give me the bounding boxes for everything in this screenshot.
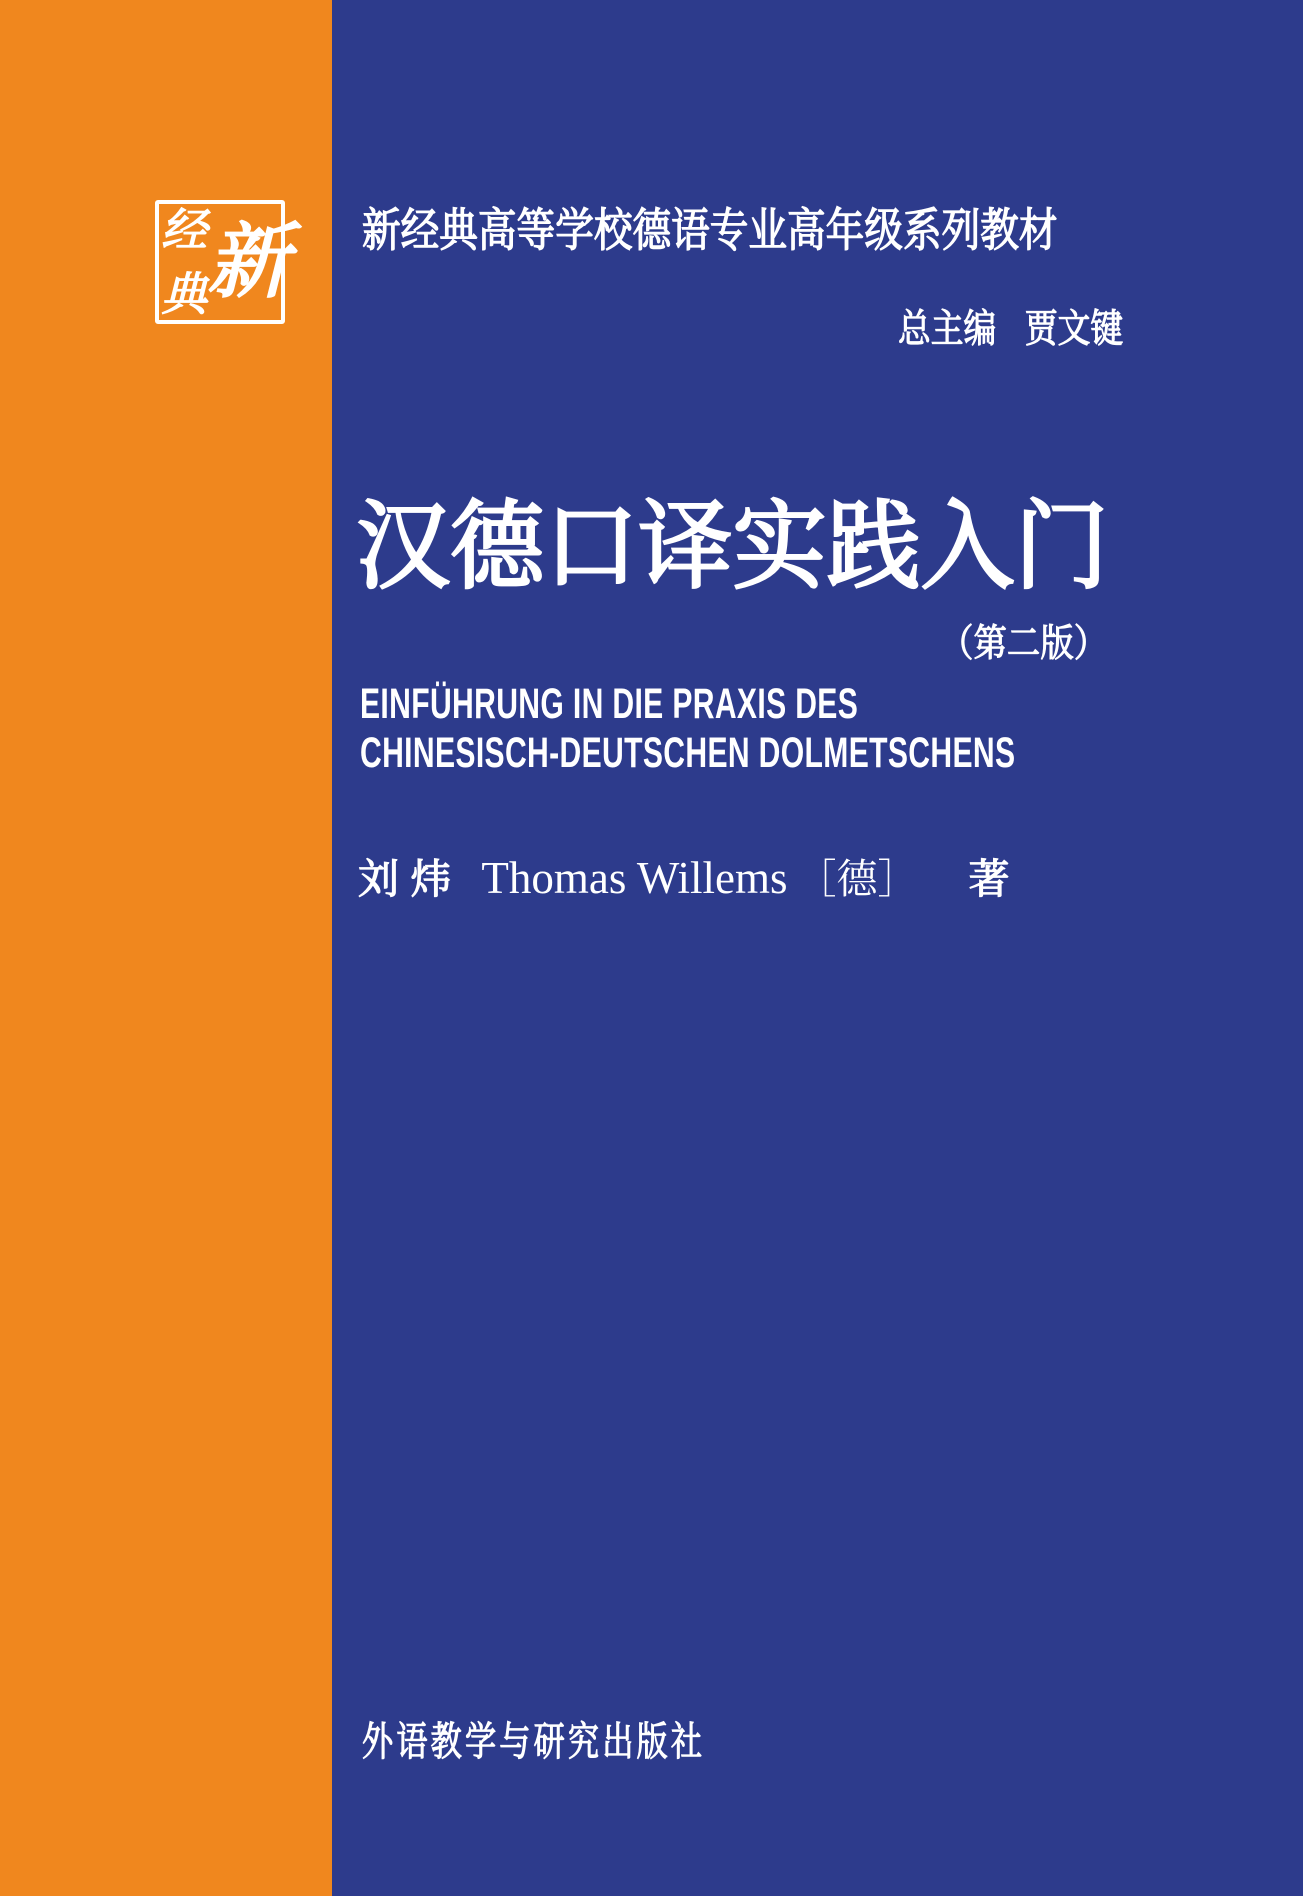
seal-char-dian: 典 [161,267,207,321]
publisher-name: 外语教学与研究出版社 [362,1720,706,1764]
german-subtitle [360,680,1015,777]
seal-left-column [161,203,207,321]
chief-editor-name: 贾文键 [1024,308,1124,351]
edition-label: （第二版） [940,623,1108,665]
chief-editor-label: 总主编 [898,308,997,351]
german-subtitle-line1: EINFÜHRUNG IN DIE PRAXIS DES [360,680,859,728]
series-title: 新经典高等学校德语专业高年级系列教材 [362,204,1058,256]
orange-stripe [0,0,332,1896]
new-classic-seal-logo [155,200,289,324]
author-foreign-name: Thomas Willems [481,853,788,903]
seal-char-jing: 经 [161,203,207,257]
german-subtitle-line2: CHINESISCH-DEUTSCHEN DOLMETSCHENS [360,728,1016,777]
seal-right-column [207,207,289,317]
author-role-label: 著 [968,856,1010,902]
seal-char-xin: 新 [207,214,289,310]
chief-editor-line [898,298,1123,354]
author-nationality-tag: ［德］ [795,856,919,902]
author-line [358,846,1010,905]
book-title: 汉德口译实践入门 [356,492,1109,601]
author-chinese-name: 刘 炜 [358,856,452,902]
